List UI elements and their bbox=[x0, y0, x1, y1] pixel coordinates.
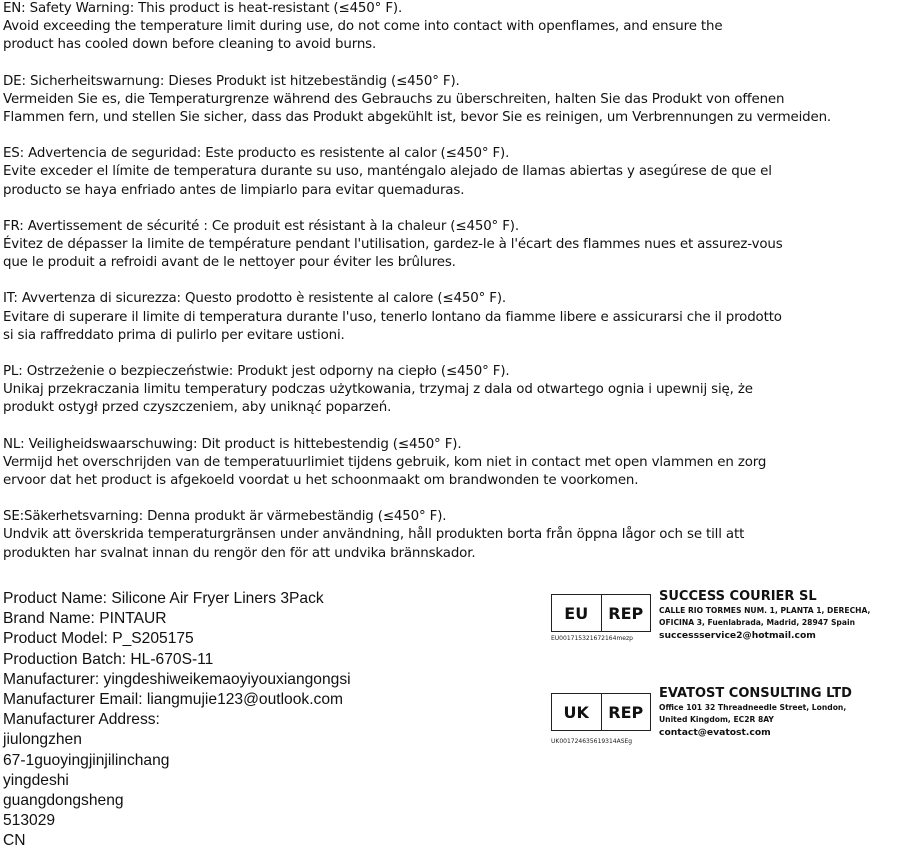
uk-rep-details bbox=[659, 685, 852, 740]
eu-rep-details bbox=[659, 588, 870, 643]
warning-block bbox=[3, 218, 901, 273]
eu-rep-address-line: CALLE RIO TORMES NUM. 1, PLANTA 1, DERECHA, bbox=[659, 606, 871, 615]
warning-text-line: Avoid exceeding the temperature limit during use, do not come into contact with openflames, and ensure the bbox=[3, 19, 723, 35]
eu-rep-code: EU0017153216721​64mezp bbox=[551, 635, 633, 642]
product-info-line: Product Name: Silicone Air Fryer Liners 3Pack bbox=[3, 590, 324, 607]
warning-text-line: Vermijd het overschrijden van de temperatuurlimiet tijdens gebruik, kom niet in contact met open vlammen en zorg bbox=[3, 454, 767, 470]
eu-rep-badge bbox=[551, 594, 651, 632]
warning-text-line: Vermeiden Sie es, die Temperaturgrenze während des Gebrauchs zu überschreiten, halten Sie das Produkt von offenen bbox=[3, 91, 785, 107]
uk-rep-badge bbox=[551, 693, 651, 731]
warning-text-line: Undvik att överskrida temperaturgränsen under användning, håll produkten borta från öppna lågor och se till att bbox=[3, 527, 745, 543]
warning-heading: ES: Advertencia de seguridad: Este producto es resistente al calor (≤450° F). bbox=[3, 146, 510, 162]
warning-text-line: produkten har svalnat innan du rengör den för att undvika brännskador. bbox=[3, 545, 476, 561]
warning-text-line: producto se haya enfriado antes de limpiarlo para evitar quemaduras. bbox=[3, 182, 465, 198]
uk-rep-block bbox=[551, 685, 901, 747]
warning-block bbox=[3, 436, 901, 491]
product-info-line: guangdongsheng bbox=[3, 792, 124, 810]
warning-text-line: si sia raffreddato prima di pulirlo per evitare ustioni. bbox=[3, 327, 345, 343]
warning-heading: PL: Ostrzeżenie o bezpieczeństwie: Produkt jest odporny na ciepło (≤450° F). bbox=[3, 364, 510, 380]
product-info-line: Product Model: P_S205175 bbox=[3, 630, 194, 648]
uk-rep-company-name: EVATOST CONSULTING LTD bbox=[659, 686, 852, 701]
warning-block bbox=[3, 0, 901, 55]
uk-badge-label: UK bbox=[563, 702, 589, 722]
eu-badge-label: EU bbox=[564, 603, 589, 623]
product-info-line: yingdeshi bbox=[3, 771, 69, 789]
warning-text-line: Unikaj przekraczania limitu temperatury podczas użytkowania, trzymaj z dala od otwartego ognia i upewnij się, że bbox=[3, 382, 753, 398]
warning-text-line: Evite exceder el límite de temperatura durante su uso, manténgalo alejado de llamas abiertas y asegúrese de que el bbox=[3, 164, 772, 180]
product-info bbox=[3, 589, 351, 852]
eu-rep-label: REP bbox=[601, 595, 651, 631]
uk-rep-address-line: United Kingdom, EC2R 8AY bbox=[659, 715, 774, 724]
warning-block bbox=[3, 508, 901, 563]
warning-heading: IT: Avvertenza di sicurezza: Questo prodotto è resistente al calore (≤450° F). bbox=[3, 291, 506, 307]
warning-text-line: que le produit a refroidi avant de le nettoyer pour éviter les brûlures. bbox=[3, 255, 456, 271]
warning-heading: DE: Sicherheitswarnung: Dieses Produkt ist hitzebeständig (≤450° F). bbox=[3, 73, 460, 89]
uk-rep-email: contact@evatost.com bbox=[659, 727, 771, 738]
eu-rep-email: successservice2@hotmail.com bbox=[659, 630, 816, 641]
eu-rep-company-name: SUCCESS COURIER SL bbox=[659, 589, 817, 604]
warning-heading: SE:Säkerhetsvarning: Denna produkt är värmebeständig (≤450° F). bbox=[3, 509, 447, 525]
warning-text-line: Evitare di superare il limite di temperatura durante l'uso, tenerlo lontano da fiamme libere e assicurarsi che il prodotto bbox=[3, 309, 782, 325]
warning-block bbox=[3, 363, 901, 418]
product-info-line: Brand Name: PINTAUR bbox=[3, 610, 167, 628]
warning-text-line: ervoor dat het product is afgekoeld voordat u het schoonmaakt om brandwonden te voorkomen. bbox=[3, 473, 639, 489]
warning-heading: EN: Safety Warning: This product is heat-resistant (≤450° F). bbox=[3, 1, 403, 16]
product-info-line: Production Batch: HL-670S-11 bbox=[3, 650, 214, 668]
warning-heading: NL: Veiligheidswaarschuwing: Dit product is hittebestendig (≤450° F). bbox=[3, 436, 462, 452]
warning-heading: FR: Avertissement de sécurité : Ce produit est résistant à la chaleur (≤450° F). bbox=[3, 218, 519, 234]
product-info-line: CN bbox=[3, 832, 26, 850]
eu-rep-address-line: OFICINA 3, Fuenlabrada, Madrid, 28947 Spain bbox=[659, 618, 855, 627]
warning-block bbox=[3, 145, 901, 200]
safety-warnings bbox=[3, 0, 901, 581]
uk-rep-code: UK0017246356193​14ASEg bbox=[551, 738, 633, 745]
warning-block bbox=[3, 290, 901, 345]
product-info-line: 67-1guoyingjinjilinchang bbox=[3, 751, 170, 769]
warning-text-line: product has cooled down before cleaning to avoid burns. bbox=[3, 37, 377, 53]
product-info-line: Manufacturer: yingdeshiweikemaoyiyouxiangongsi bbox=[3, 670, 351, 688]
warning-block bbox=[3, 73, 901, 128]
uk-rep-address-line: Office 101 32 Threadneedle Street, London, bbox=[659, 703, 847, 712]
product-info-line: jiulongzhen bbox=[3, 731, 82, 749]
warning-text-line: produkt ostygł przed czyszczeniem, aby uniknąć poparzeń. bbox=[3, 400, 392, 416]
product-info-line: 513029 bbox=[3, 812, 56, 830]
product-info-line: Manufacturer Email: liangmujie123@outlook.com bbox=[3, 691, 343, 709]
warning-text-line: Flammen fern, und stellen Sie sicher, dass das Produkt abgekühlt ist, bevor Sie es reinigen, um Verbrennungen zu vermeiden. bbox=[3, 110, 832, 126]
warning-text-line: Évitez de dépasser la limite de température pendant l'utilisation, gardez-le à l'écart des flammes nues et assurez-vous bbox=[3, 237, 783, 253]
product-info-line: Manufacturer Address: bbox=[3, 711, 160, 729]
eu-rep-block bbox=[551, 588, 901, 650]
uk-rep-label: REP bbox=[601, 694, 651, 730]
